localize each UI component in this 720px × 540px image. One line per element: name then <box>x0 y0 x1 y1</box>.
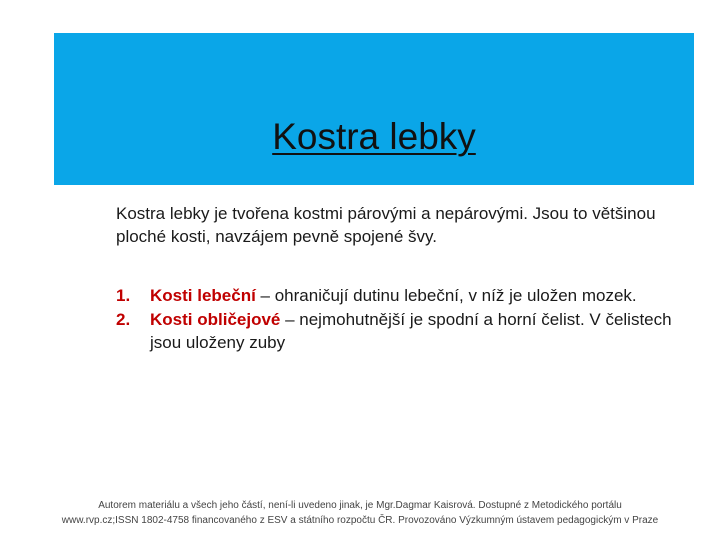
list-text: – nejmohutnější je spodní a horní čelist. V čelistech jsou uloženy zuby <box>150 310 672 352</box>
list-number: 2. <box>116 310 131 329</box>
list-number: 1. <box>116 286 131 305</box>
list-term: Kosti obličejové <box>150 310 281 329</box>
list-term: Kosti lebeční <box>150 286 256 305</box>
footer-line: www.rvp.cz;ISSN 1802-4758 financovaného z ESV a státního rozpočtu ČR. Provozováno Výzkumným ústavem pedagogickým v Praze <box>61 515 659 526</box>
bone-list <box>116 284 676 355</box>
footer-line: Autorem materiálu a všech jeho částí, není-li uvedeno jinak, je Mgr.Dagmar Kaisrová. Dostupné z Metodického portálu <box>98 500 622 511</box>
intro-paragraph: Kostra lebky je tvořena kostmi párovými a nepárovými. Jsou to většinou ploché kosti, navzájem pevně spojené švy. <box>116 204 656 246</box>
list-item <box>116 308 676 354</box>
slide-title: Kostra lebky <box>272 116 476 157</box>
list-item <box>116 284 676 307</box>
title-band <box>54 33 694 185</box>
footer-credits <box>0 498 720 528</box>
list-text: – ohraničují dutinu lebeční, v níž je uložen mozek. <box>255 286 637 305</box>
